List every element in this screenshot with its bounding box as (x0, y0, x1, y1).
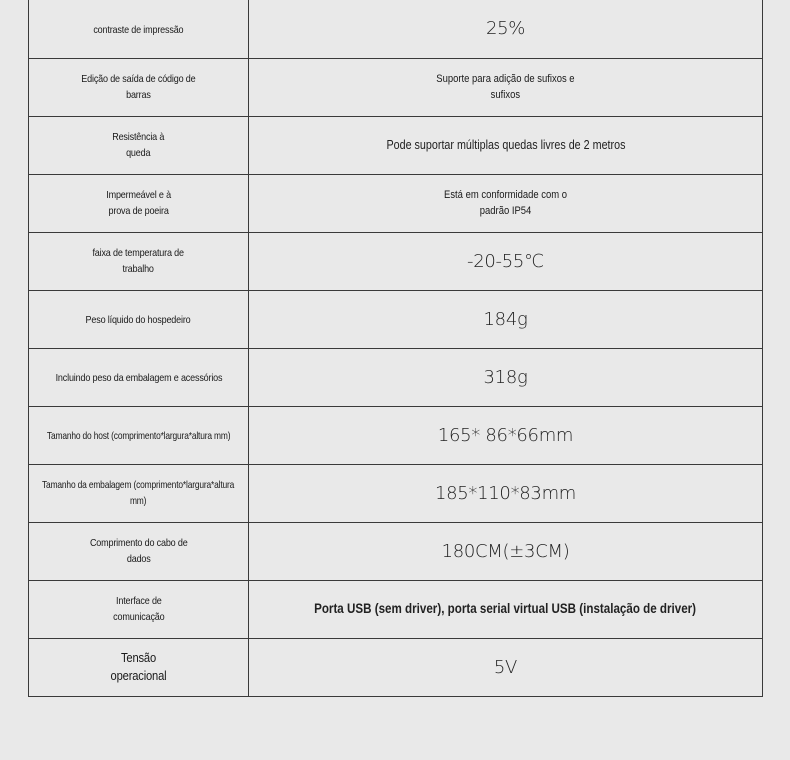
spec-label: contraste de impressão (93, 23, 184, 36)
spec-row-gross-weight (29, 348, 763, 406)
spec-row-host-size (29, 406, 763, 464)
spec-value: -20-55℃ (467, 250, 544, 272)
spec-label: Edição de saída de código de barras (81, 73, 196, 101)
spec-label: faixa de temperatura de trabalho (92, 247, 185, 275)
spec-row-package-size (29, 464, 763, 522)
spec-value: 165* 86*66mm (437, 424, 574, 446)
spec-value: Está em conformidade com o padrão IP54 (443, 189, 568, 217)
spec-label: Comprimento do cabo de dados (89, 537, 188, 565)
spec-row-net-weight (29, 290, 763, 348)
spec-table (28, 0, 763, 697)
spec-value: 185*110*83mm (434, 482, 577, 504)
spec-label: Peso líquido do hospedeiro (86, 314, 191, 326)
spec-value-cell (249, 406, 763, 464)
spec-value-cell (249, 174, 763, 232)
spec-value: 25% (485, 18, 526, 40)
spec-value: Pode suportar múltiplas quedas livres de 2 metros (385, 138, 625, 152)
spec-label: Incluindo peso da embalagem e acessórios (55, 372, 222, 384)
spec-label-cell (29, 232, 249, 290)
spec-label: Resistência à queda (112, 131, 165, 159)
spec-value-cell (249, 580, 763, 638)
spec-value-cell (249, 290, 763, 348)
spec-label: Tamanho da embalagem (comprimento*largura*altura mm) (42, 479, 235, 507)
spec-value: 5V (493, 656, 518, 678)
spec-value-cell (249, 348, 763, 406)
spec-value-cell (249, 464, 763, 522)
spec-label-cell (29, 638, 249, 696)
spec-label: Tamanho do host (comprimento*largura*altura mm) (46, 430, 231, 442)
spec-row-drop-resistance (29, 116, 763, 174)
spec-label-cell (29, 116, 249, 174)
spec-value: 318g (483, 366, 528, 388)
spec-label-cell (29, 464, 249, 522)
spec-label-cell (29, 522, 249, 580)
spec-label-cell (29, 174, 249, 232)
spec-row-interface (29, 580, 763, 638)
spec-value-cell (249, 58, 763, 116)
spec-label-cell (29, 0, 249, 58)
spec-value-cell (249, 116, 763, 174)
spec-label-cell (29, 348, 249, 406)
spec-row-voltage (29, 638, 763, 696)
spec-label-cell (29, 406, 249, 464)
spec-label-cell (29, 58, 249, 116)
spec-value: 184g (483, 308, 528, 330)
spec-value-cell (249, 0, 763, 58)
spec-label-cell (29, 290, 249, 348)
spec-value-cell (249, 522, 763, 580)
spec-row-cable-length (29, 522, 763, 580)
spec-value-cell (249, 232, 763, 290)
spec-row-barcode-output (29, 58, 763, 116)
spec-row-waterproof (29, 174, 763, 232)
spec-row-temperature (29, 232, 763, 290)
spec-label: Tensão operacional (110, 650, 167, 683)
spec-value: Suporte para adição de sufixos e sufixos (436, 73, 575, 101)
spec-value: 180CM(±3CM) (441, 540, 570, 562)
spec-value-cell (249, 638, 763, 696)
spec-row-print-contrast (29, 0, 763, 58)
spec-label-cell (29, 580, 249, 638)
spec-label: Impermeável e à prova de poeira (106, 189, 171, 217)
spec-label: Interface de comunicação (112, 595, 165, 623)
spec-value: Porta USB (sem driver), porta serial virtual USB (instalação de driver) (314, 601, 697, 616)
